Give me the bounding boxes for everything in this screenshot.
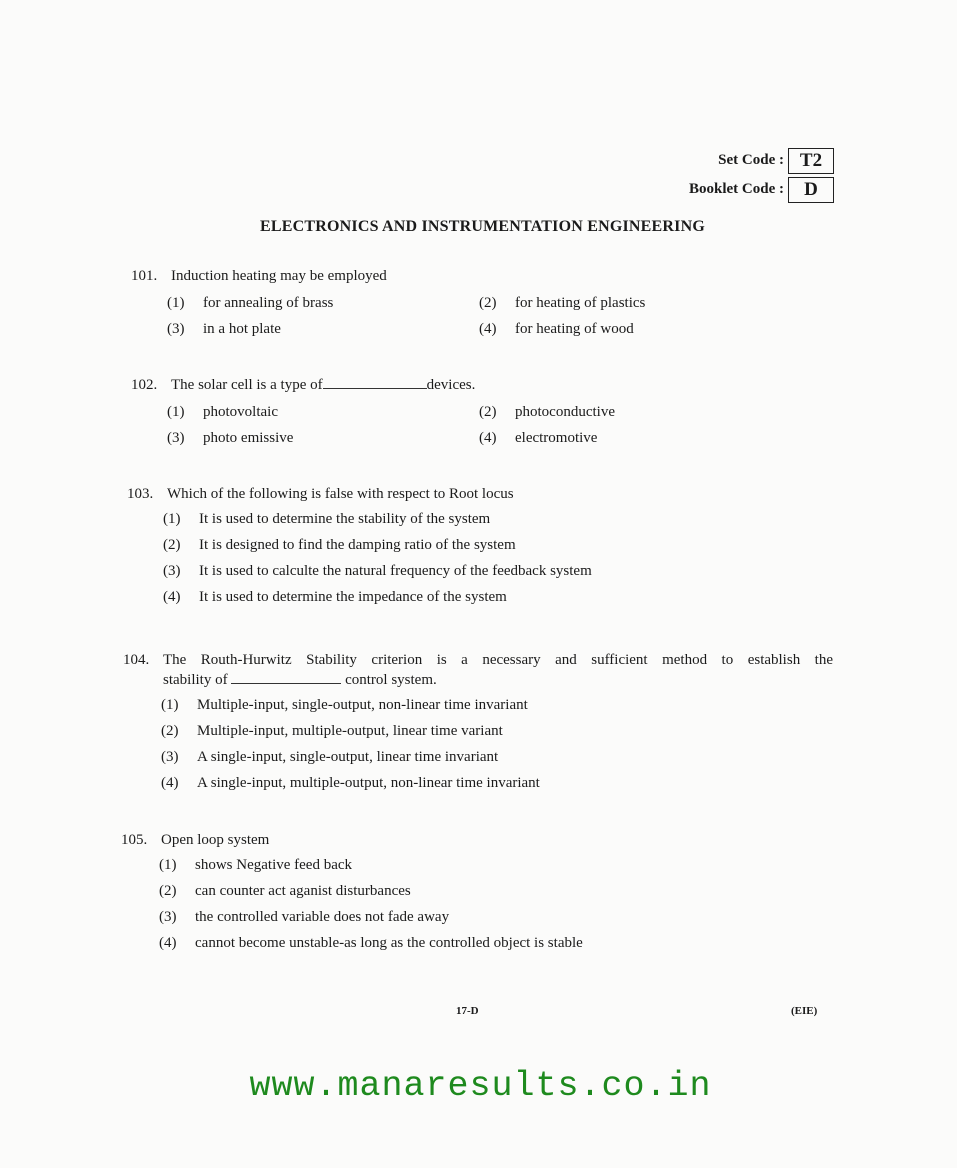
question-105 (121, 830, 583, 956)
option-3: (3) It is used to calculte the natural frequency of the feedback system (163, 563, 592, 579)
option-1: (1) shows Negative feed back (159, 857, 353, 873)
option-1: (1) Multiple-input, single-output, non-linear time invariant (161, 697, 528, 713)
question-104 (123, 650, 833, 796)
option-3: (3) the controlled variable does not fade away (159, 909, 450, 925)
option-4: (4) A single-input, multiple-output, non-linear time invariant (161, 775, 540, 791)
code-block (689, 147, 834, 205)
question-stem-line2-before: stability of (163, 672, 228, 688)
option-4: (4) cannot become unstable-as long as the controlled object is stable (159, 935, 583, 951)
set-code-row (689, 147, 834, 174)
subject-title-text: ELECTRONICS AND INSTRUMENTATION ENGINEERING (260, 218, 705, 235)
option-3: (3) A single-input, single-output, linear time invariant (161, 749, 499, 765)
option-3: (3) photo emissive (167, 430, 294, 446)
booklet-code-label: Booklet Code : (689, 181, 784, 197)
option-2: (2) can counter act aganist disturbances (159, 883, 411, 899)
option-4: (4) It is used to determine the impedance of the system (163, 589, 507, 605)
option-2: (2) Multiple-input, multiple-output, linear time variant (161, 723, 503, 739)
question-stem-line2-after: control system. (345, 672, 437, 688)
question-stem-line1: The Routh-Hurwitz Stability criterion is a necessary and sufficient method to establish the (163, 652, 833, 668)
question-stem-after: devices. (426, 377, 476, 393)
option-4: (4) for heating of wood (479, 321, 634, 337)
booklet-code-value: D (788, 177, 834, 203)
question-103 (127, 484, 592, 610)
subject-title (0, 218, 957, 236)
fill-blank (323, 375, 427, 389)
question-101 (131, 266, 779, 342)
option-2: (2) It is designed to find the damping ratio of the system (163, 537, 516, 553)
set-code-label: Set Code : (718, 152, 784, 168)
question-number: 102. (131, 377, 158, 393)
option-1: (1) photovoltaic (167, 404, 278, 420)
page-code: 17-D (456, 1005, 479, 1017)
question-number: 101. (131, 268, 158, 284)
watermark-text: www.manaresults.co.in (249, 1066, 712, 1106)
fill-blank (231, 670, 341, 684)
question-102 (131, 375, 779, 451)
question-stem: Induction heating may be employed (171, 268, 387, 284)
option-2: (2) for heating of plastics (479, 295, 646, 311)
set-code-value: T2 (788, 148, 834, 174)
question-number: 104. (123, 652, 150, 668)
option-2: (2) photoconductive (479, 404, 615, 420)
question-number: 103. (127, 486, 154, 502)
website-watermark (0, 1066, 957, 1106)
option-4: (4) electromotive (479, 430, 598, 446)
question-number: 105. (121, 832, 148, 848)
option-3: (3) in a hot plate (167, 321, 281, 337)
question-stem: Open loop system (161, 832, 270, 848)
branch-code: (EIE) (791, 1005, 818, 1017)
option-1: (1) for annealing of brass (167, 295, 334, 311)
option-1: (1) It is used to determine the stability of the system (163, 511, 491, 527)
question-stem: Which of the following is false with respect to Root locus (167, 486, 514, 502)
question-stem-before: The solar cell is a type of (171, 377, 323, 393)
booklet-code-row (689, 176, 834, 203)
